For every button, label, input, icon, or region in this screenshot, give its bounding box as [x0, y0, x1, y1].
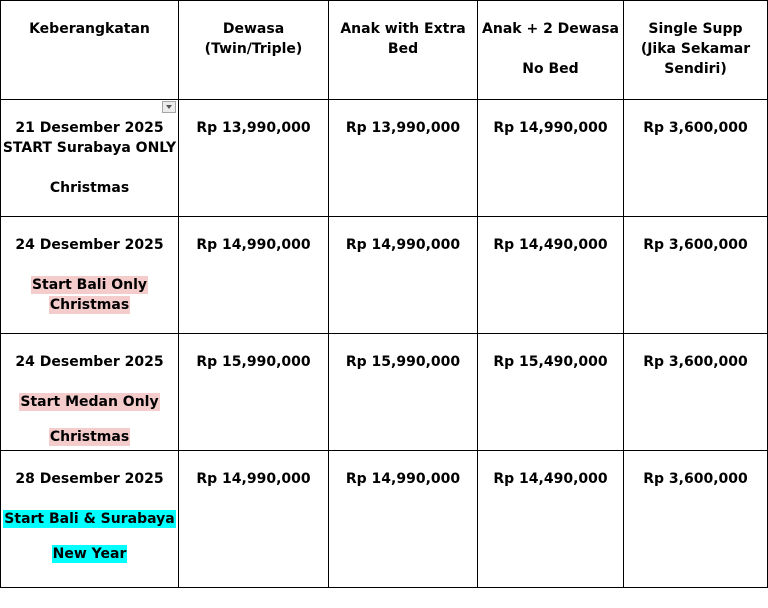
- table-row: [1, 451, 768, 588]
- departure-occasion: New Year: [52, 546, 127, 562]
- table-row: [1, 100, 768, 217]
- departure-date: 24 Desember 2025: [15, 354, 164, 370]
- header-row: [1, 1, 768, 100]
- header-departure: [1, 1, 179, 100]
- price-single-supp: Rp 3,600,000: [624, 100, 768, 217]
- departure-cell: [1, 334, 179, 451]
- header-single-supp-line2: (Jika Sekamar: [640, 41, 751, 57]
- price-single-supp: Rp 3,600,000: [624, 451, 768, 588]
- price-adult: Rp 13,990,000: [179, 100, 329, 217]
- departure-occasion: Christmas: [49, 297, 130, 313]
- departure-date: 28 Desember 2025: [15, 471, 164, 487]
- departure-note: Start Bali & Surabaya: [4, 511, 175, 527]
- table-row: [1, 334, 768, 451]
- price-child-no-bed: Rp 14,490,000: [478, 217, 624, 334]
- header-departure-label: Keberangkatan: [29, 21, 150, 37]
- header-child-no-bed-line1: Anak + 2 Dewasa: [482, 21, 619, 37]
- header-child-no-bed: [478, 1, 624, 100]
- header-child-extra-bed: [329, 1, 478, 100]
- table-row: [1, 217, 768, 334]
- price-single-supp: Rp 3,600,000: [624, 217, 768, 334]
- departure-date: 24 Desember 2025: [15, 237, 164, 253]
- price-child-no-bed: Rp 14,490,000: [478, 451, 624, 588]
- dropdown-arrow-icon[interactable]: [162, 101, 176, 113]
- header-adult-line1: Dewasa: [222, 21, 285, 37]
- departure-occasion: Christmas: [49, 180, 130, 196]
- departure-note: START Surabaya ONLY: [2, 140, 177, 156]
- departure-note: Start Bali Only: [31, 277, 148, 293]
- price-adult: Rp 15,990,000: [179, 334, 329, 451]
- price-child-no-bed: Rp 15,490,000: [478, 334, 624, 451]
- departure-note: Start Medan Only: [20, 394, 159, 410]
- header-child-extra-bed-line1: Anak with Extra: [340, 21, 466, 37]
- price-single-supp: Rp 3,600,000: [624, 334, 768, 451]
- departure-cell: [1, 217, 179, 334]
- header-child-no-bed-line2: No Bed: [522, 61, 579, 77]
- header-single-supp: [624, 1, 768, 100]
- departure-occasion: Christmas: [49, 429, 130, 445]
- header-single-supp-line1: Single Supp: [648, 21, 743, 37]
- departure-cell: [1, 100, 179, 217]
- price-child-extra-bed: Rp 15,990,000: [329, 334, 478, 451]
- departure-cell: [1, 451, 179, 588]
- header-child-extra-bed-line2: Bed: [387, 41, 419, 57]
- header-adult-line2: (Twin/Triple): [204, 41, 303, 57]
- header-adult: [179, 1, 329, 100]
- price-adult: Rp 14,990,000: [179, 451, 329, 588]
- price-child-extra-bed: Rp 14,990,000: [329, 451, 478, 588]
- price-child-extra-bed: Rp 14,990,000: [329, 217, 478, 334]
- price-child-no-bed: Rp 14,990,000: [478, 100, 624, 217]
- departure-date: 21 Desember 2025: [15, 120, 164, 136]
- header-single-supp-line3: Sendiri): [664, 61, 727, 77]
- price-child-extra-bed: Rp 13,990,000: [329, 100, 478, 217]
- price-adult: Rp 14,990,000: [179, 217, 329, 334]
